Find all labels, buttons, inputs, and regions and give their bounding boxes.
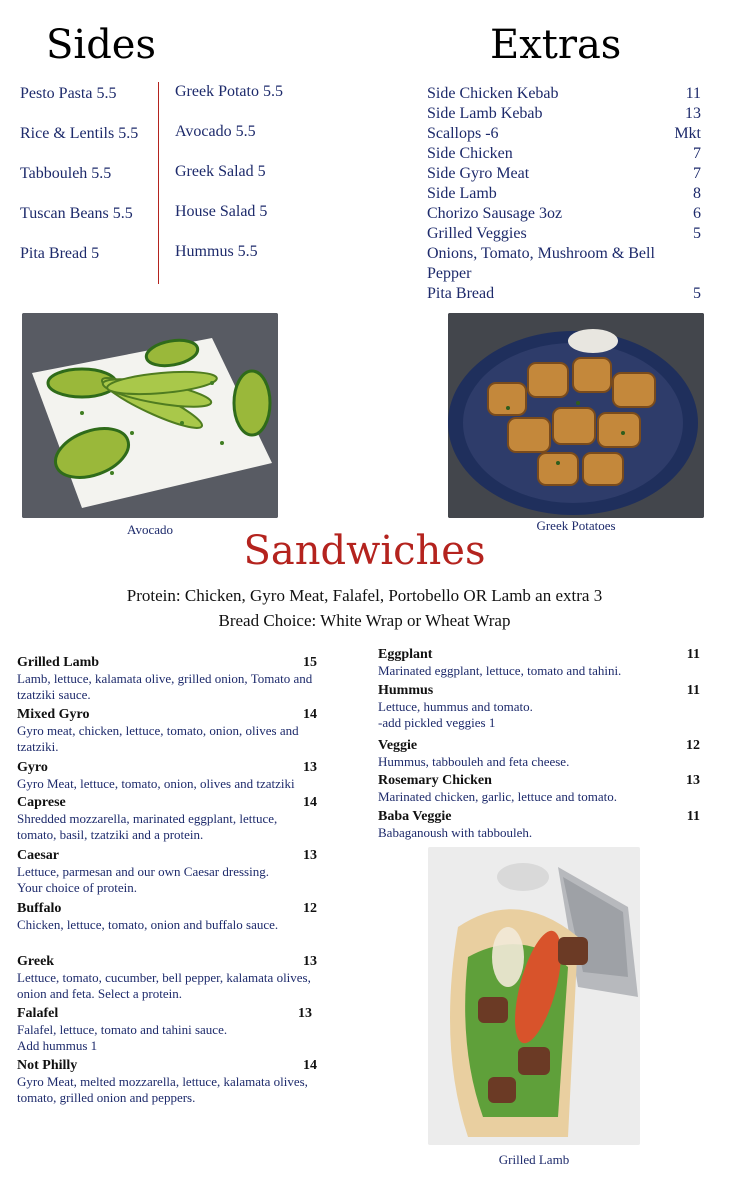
avocado-caption: Avocado	[127, 522, 173, 537]
bread-choice: Bread Choice: White Wrap or Wheat Wrap	[218, 611, 511, 630]
menu-item: Buffalo 12 Chicken, lettuce, tomato, onion and buffalo sauce.	[17, 901, 317, 932]
side-item: Rice & Lentils 5.5	[20, 125, 139, 142]
sides-title: Sides	[46, 22, 156, 68]
menu-item: Rosemary Chicken 13 Marinated chicken, garlic, lettuce and tomato.	[378, 773, 700, 804]
extras-item: Side Chicken 7	[427, 145, 701, 162]
side-item: Hummus 5.5	[175, 243, 258, 260]
menu-item: Caesar 13 Lettuce, parmesan and our own Caesar dressing. Your choice of protein.	[17, 848, 317, 895]
menu-item: Eggplant 11 Marinated eggplant, lettuce, tomato and tahini.	[378, 647, 700, 678]
extras-title: Extras	[490, 22, 622, 68]
menu-item: Hummus 11 Lettuce, hummus and tomato. -add pickled veggies 1	[378, 683, 700, 730]
extras-item: Scallops -6 Mkt	[427, 125, 701, 142]
menu-item: Gyro 13 Gyro Meat, lettuce, tomato, onion, olives and tzatziki	[17, 760, 317, 791]
extras-item: Side Lamb Kebab 13	[427, 105, 701, 122]
grilled-lamb-caption: Grilled Lamb	[498, 1152, 570, 1167]
extras-item: Side Lamb 8	[427, 185, 701, 202]
greek-potatoes-photo	[448, 313, 704, 518]
side-item: Pita Bread 5	[20, 245, 100, 262]
menu-item: Mixed Gyro 14 Gyro meat, chicken, lettuce, tomato, onion, olives and tzatziki.	[17, 707, 317, 754]
side-item: House Salad 5	[175, 203, 268, 220]
extras-item: Side Chicken Kebab 11	[427, 85, 701, 102]
menu-item: Baba Veggie 11 Babaganoush with tabbouleh.	[378, 809, 700, 840]
menu-item: Not Philly 14 Gyro Meat, melted mozzarella, lettuce, kalamata olives, tomato, grilled onion and peppers.	[17, 1058, 317, 1105]
avocado-photo	[22, 313, 278, 518]
side-item: Greek Potato 5.5	[175, 83, 283, 100]
menu-item: Caprese 14 Shredded mozzarella, marinated eggplant, lettuce, tomato, basil, tzatziki and a protein.	[17, 795, 317, 842]
greek-potatoes-caption: Greek Potatoes	[536, 518, 616, 533]
menu-item: Falafel 13 Falafel, lettuce, tomato and tahini sauce. Add hummus 1	[17, 1006, 312, 1053]
side-item: Avocado 5.5	[175, 123, 256, 140]
menu-item: Veggie 12 Hummus, tabbouleh and feta cheese.	[378, 738, 700, 769]
menu-item: Grilled Lamb 15 Lamb, lettuce, kalamata olive, grilled onion, Tomato and tzatziki sauce.	[17, 655, 317, 702]
side-item: Pesto Pasta 5.5	[20, 85, 117, 102]
extras-item: Chorizo Sausage 3oz 6	[427, 205, 701, 222]
grilled-lamb-photo	[428, 847, 640, 1145]
side-item: Greek Salad 5	[175, 163, 266, 180]
sandwiches-title: Sandwiches	[243, 528, 486, 574]
side-item: Tuscan Beans 5.5	[20, 205, 133, 222]
extras-item: Onions, Tomato, Mushroom & Bell Pepper	[427, 245, 655, 282]
extras-list	[427, 84, 701, 304]
extras-item: Pita Bread 5	[427, 285, 701, 302]
protein-choice: Protein: Chicken, Gyro Meat, Falafel, Portobello OR Lamb an extra 3	[126, 586, 603, 605]
side-item: Tabbouleh 5.5	[20, 165, 112, 182]
sides-divider	[158, 82, 159, 284]
extras-item: Grilled Veggies 5	[427, 225, 701, 242]
menu-item: Greek 13 Lettuce, tomato, cucumber, bell pepper, kalamata olives, onion and feta. Select a protein.	[17, 954, 317, 1001]
extras-item: Side Gyro Meat 7	[427, 165, 701, 182]
